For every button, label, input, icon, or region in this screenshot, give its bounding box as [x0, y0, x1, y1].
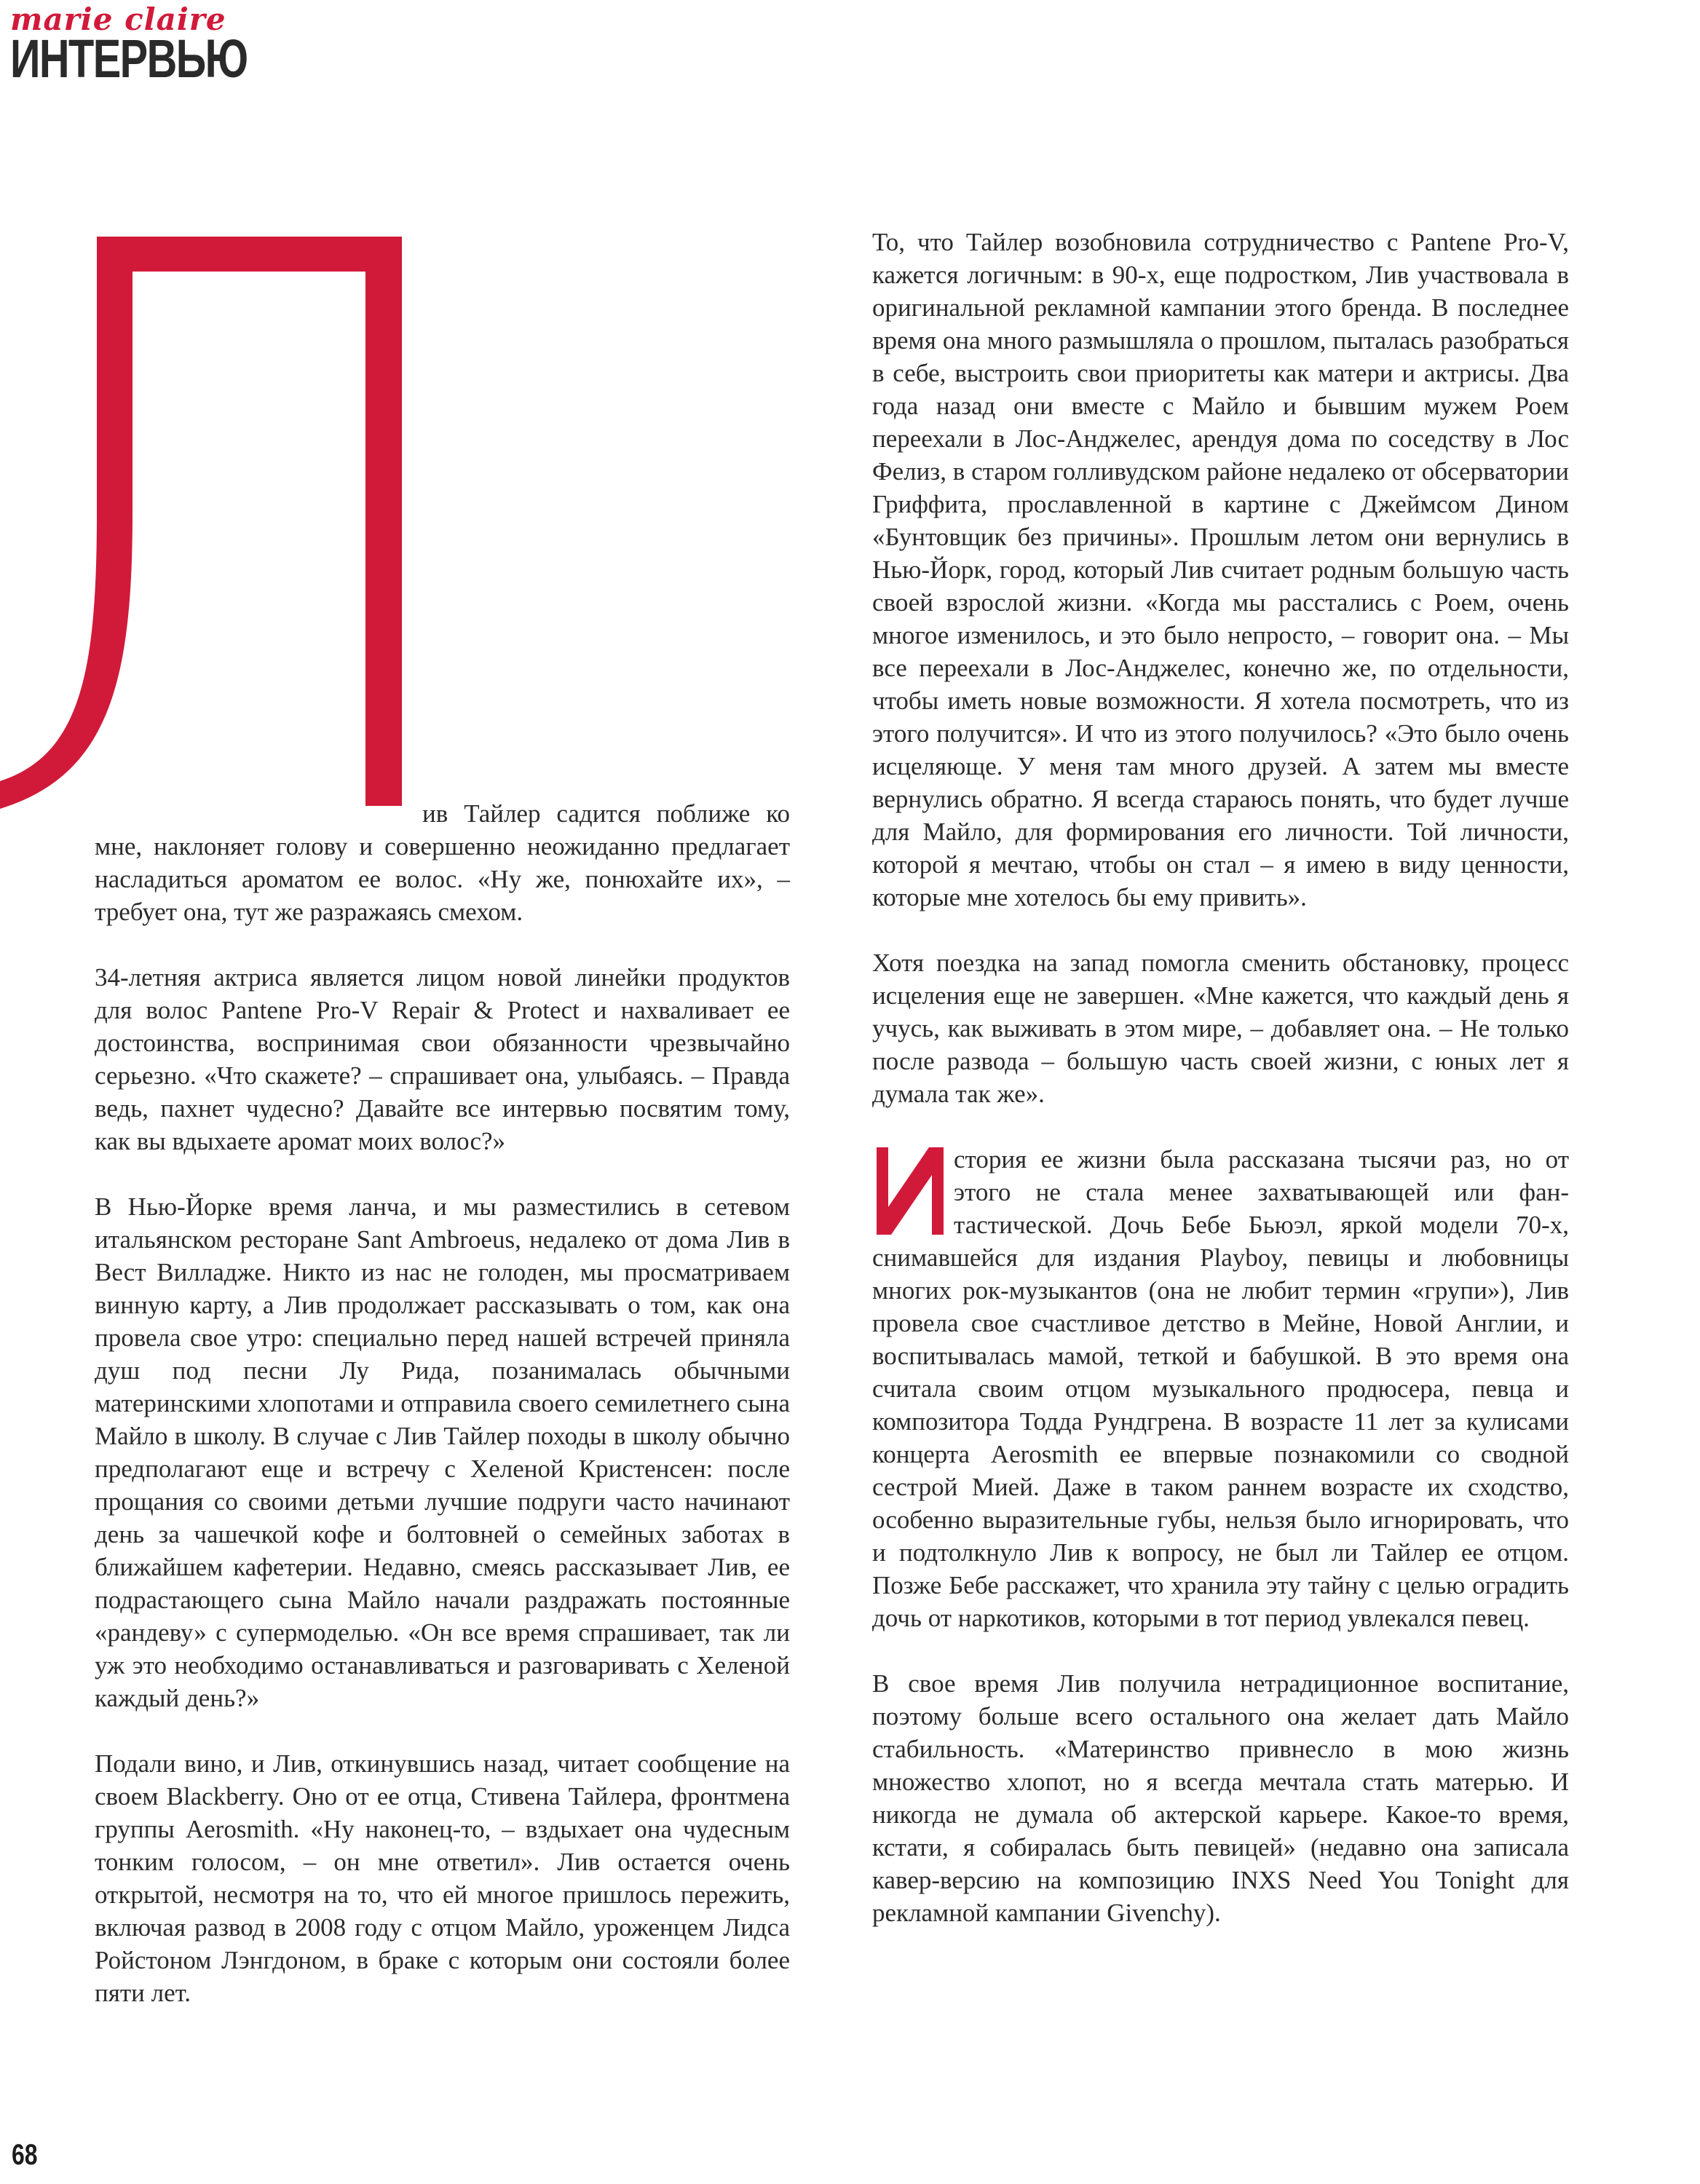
dropcap-letter-l — [0, 237, 408, 812]
dropcap-letter-i — [877, 1147, 944, 1235]
article-paragraph: То, что Тайлер возобновила сотрудничество с Pantene Pro-V, кажется логичным: в 90-х, еще подростком, Лив участвовала в оригинальной рекламной кампании этого бренда. В последнее время она много размышляла о прошлом, пыталась разобраться в себе, выстроить свои приоритеты как матери и актрисы. Два года назад они вместе с Майло и бывшим мужем Роем переехали в Лос-Анджелес, арендуя дома по соседству в Лос Фелиз, в старом голливудском районе недалеко от обсерватории Гриффита, прославленной в картине с Джеймсом Дином «Бунтовщик без причины». Прошлым летом они вернулись в Нью-Йорк, город, который Лив считает родным большую часть своей взрослой жизни. «Когда мы расстались с Роем, очень многое изменилось, и это было непросто, – говорит она. – Мы все переехали в Лос-Анджелес, конечно же, по отдельности, чтобы иметь новые возможности. Я хотела посмотреть, что из этого получится». И что из этого получилось? «Это было очень исцеляюще. У меня там много друзей. А затем мы вместе вернулись обратно. Я всегда стараюсь понять, что будет лучше для Майло, для формирования его личности. Той личности, которой я мечтаю, чтобы он стал – я имею в виду ценности, которые мне хотелось бы ему привить». — [872, 228, 1569, 911]
section-title: ИНТЕРВЬЮ — [10, 28, 248, 89]
article-paragraph: 34-летняя актриса является лицом новой линейки продуктов для волос Pantene Pro-V Repair & Protect и нахваливает ее достоинства, воспринимая свои обязанности чрезвычайно серьезно. «Что скажете? – спрашивает она, улыбаясь. – Правда ведь, пахнет чудесно? Давайте все интервью посвятим тому, как вы вдыхаете аромат моих волос?» — [95, 963, 790, 1155]
article-paragraph: ив Тайлер садится поближе ко мне, наклоняет голову и совершенно неожиданно предлагает насладиться ароматом ее волос. «Ну же, понюхайте их», – требует она, тут же разражаясь смехом. — [95, 799, 790, 926]
article-paragraph: В свое время Лив получила нетрадиционное воспитание, поэтому больше всего остального она желает дать Майло стабильность. «Материнство привнесло в мою жизнь множество хлопот, но я всегда мечтала стать матерью. И никогда не думала об актерской карьере. Какое-то время, кстати, я собиралась быть певицей» (недавно она записала кавер-версию на композицию INXS Need You Tonight для рекламной кампании Givenchy). — [872, 1669, 1569, 1927]
paragraph-text: стория ее жизни была рассказана тысячи раз, но от этого не стала менее захватывающей или фантастической. Дочь Бебе Бьюэл, яркой модели 70-х, снимавшейся для издания Playboy, певицы и любовницы многих рок-музыкантов (она не любит термин «групи»), Лив провела свое счастливое детство в Мейне, Новой Англии, и воспитывалась мамой, теткой и бабушкой. В это время она считала своим отцом музыкального продюсера, певца и композитора Тодда Рундгрена. В возрасте 11 лет за кулисами концерта Aerosmith ее впервые познакомили со сводной сестрой Мией. Даже в таком раннем возрасте их сходство, особенно выразительные губы, нельзя было игнорировать, что и подтолкнуло Лив к вопросу, не был ли Тайлер ее отцом. Позже Бебе расскажет, что хранила эту тайну с целью оградить дочь от наркотиков, которыми в тот период увлекался певец. — [872, 1145, 1569, 1632]
article-paragraph-with-dropcap — [872, 1143, 1569, 1634]
article-column-left — [95, 797, 790, 2009]
article-paragraph: Хотя поездка на запад помогла сменить обстановку, процесс исцеления еще не завершен. «Мне кажется, что каждый день я учусь, как выживать в этом мире, – добавляет она. – Не только после развода – большую часть своей жизни, с юных лет я думала так же». — [872, 949, 1569, 1108]
magazine-brand-logo: marie claire — [10, 1, 226, 37]
article-paragraph: Подали вино, и Лив, откинувшись назад, читает сообщение на своем Blackberry. Оно от ее отца, Стивена Тайлера, фронтмена группы Aerosmith. «Ну наконец-то, – вздыхает она чудесным тонким голосом, – он мне ответил». Лив остается очень открытой, несмотря на то, что ей многое пришлось пережить, включая развод в 2008 году с отцом Майло, уроженцем Лидса Ройстоном Лэнгдоном, в браке с которым они состояли более пяти лет. — [95, 1749, 790, 2007]
page-number: 68 — [12, 2139, 38, 2171]
article-paragraph: В Нью-Йорке время ланча, и мы разместились в сетевом итальянском ресторане Sant Ambroeus, недалеко от дома Лив в Вест Вилладже. Никто из нас не голоден, мы просматриваем винную карту, а Лив продолжает рассказывать о том, как она провела свое утро: специально перед нашей встречей приняла душ под песни Лу Рида, позанималась обычными материнскими хлопотами и отправила своего семилетнего сына Майло в школу. В случае с Лив Тайлер походы в школу обычно предполагают еще и встречу с Хеленой Кристенсен: после прощания со своими детьми лучшие подруги часто начинают день за чашечкой кофе и болтовней о семейных заботах в ближайшем кафетерии. Недавно, смеясь рассказывает Лив, ее подрастающего сына Майло начали раздражать постоянные «рандеву» с супермоделью. «Он все время спрашивает, так ли уж это необходимо останавливаться и разговаривать с Хеленой каждый день?» — [95, 1192, 790, 1712]
article-column-right — [872, 226, 1569, 1929]
